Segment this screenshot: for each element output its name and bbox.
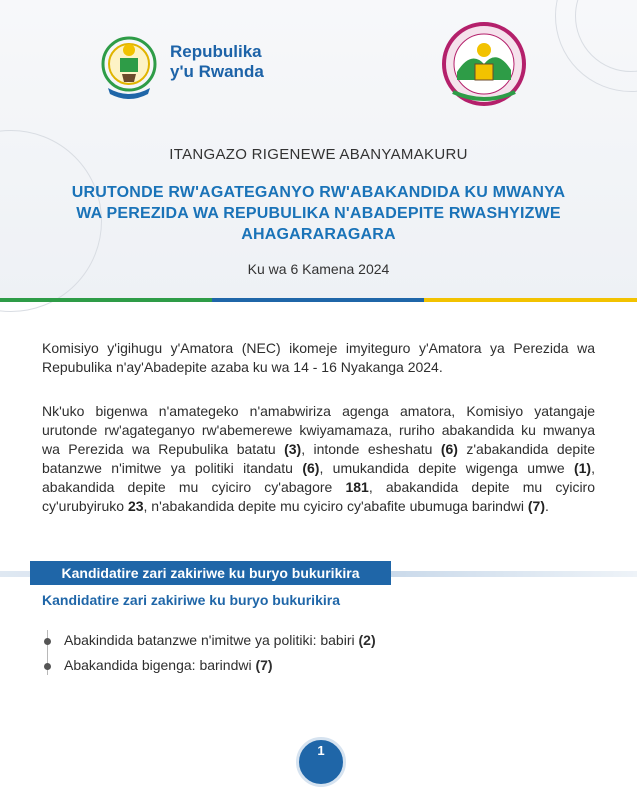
emphasis: (7) (527, 498, 545, 514)
emphasis: (1) (573, 460, 592, 476)
color-stripe-yellow (424, 298, 637, 302)
brand-name (170, 42, 264, 82)
text-run: , n'abakandida depite mu cyiciro cy'abafite ubumuga barindwi (143, 498, 528, 514)
text-run: Nk'uko bigenwa n'amategeko n'amabwiriza agenga amatora, Komisiyo yatangaje urutonde rw'agateganyo rw'abemerewe kwiyamamaza, ruriho abakandida ku mwanya wa Perezida wa Repubulika batatu (42, 403, 595, 457)
section-heading-bar: Kandidatire zari zakiriwe ku buryo bukurikira (30, 561, 391, 585)
text-run: . (545, 498, 549, 514)
nec-logo-icon (437, 20, 531, 110)
list-item-count: (2) (358, 632, 376, 648)
list-item-count: (7) (255, 657, 273, 673)
document-title: URUTONDE RW'AGATEGANYO RW'ABAKANDIDA KU MWANYA WA PEREZIDA WA REPUBULIKA N'ABADEPITE RWASHYIZWE AHAGARARAGARA (71, 184, 566, 243)
document-header (0, 0, 637, 300)
emphasis: (3) (284, 441, 302, 457)
press-release-label: ITANGAZO RIGENEWE ABANYAMAKURU (169, 146, 468, 163)
text-run: , intonde esheshatu (301, 441, 441, 457)
emphasis: (6) (302, 460, 320, 476)
section-sub-heading: Kandidatire zari zakiriwe ku buryo bukurikira (42, 592, 340, 608)
text-run: , abakandida depite mu cyiciro cy'urubyiruko (42, 479, 596, 514)
emphasis: (6) (440, 441, 458, 457)
brand-line-1: Repubulika (170, 42, 262, 61)
list-item-text: Abakandida bigenga: barindwi (64, 657, 256, 673)
list-item (64, 657, 273, 673)
color-stripe-blue (212, 298, 424, 302)
paragraph-candidates (42, 402, 595, 516)
text-run: z'abakandida depite batanzwe n'imitwe ya politiki itandatu (42, 441, 595, 476)
brand-line-2: y'u Rwanda (170, 62, 264, 81)
bullet-dot-icon (44, 638, 51, 645)
color-stripe-green (0, 298, 212, 302)
emphasis: 181 (345, 479, 369, 495)
paragraph-intro: Komisiyo y'igihugu y'Amatora (NEC) ikomeje imyiteguro y'Amatora ya Perezida wa Repubulika n'ay'Abadepite azaba ku wa 14 - 16 Nyakanga 2024. (42, 340, 595, 375)
text-run: , abakandida depite mu cyiciro cy'abagore (42, 460, 595, 495)
rwanda-coat-of-arms-icon (98, 30, 160, 104)
list-item-text: Abakindida batanzwe n'imitwe ya politiki: babiri (64, 632, 359, 648)
page-number: 1 (296, 737, 346, 787)
document-date: Ku wa 6 Kamena 2024 (247, 261, 390, 277)
text-run: , umukandida depite wigenga umwe (319, 460, 574, 476)
emphasis: 23 (127, 498, 144, 514)
list-item (64, 632, 376, 648)
bullet-dot-icon (44, 663, 51, 670)
